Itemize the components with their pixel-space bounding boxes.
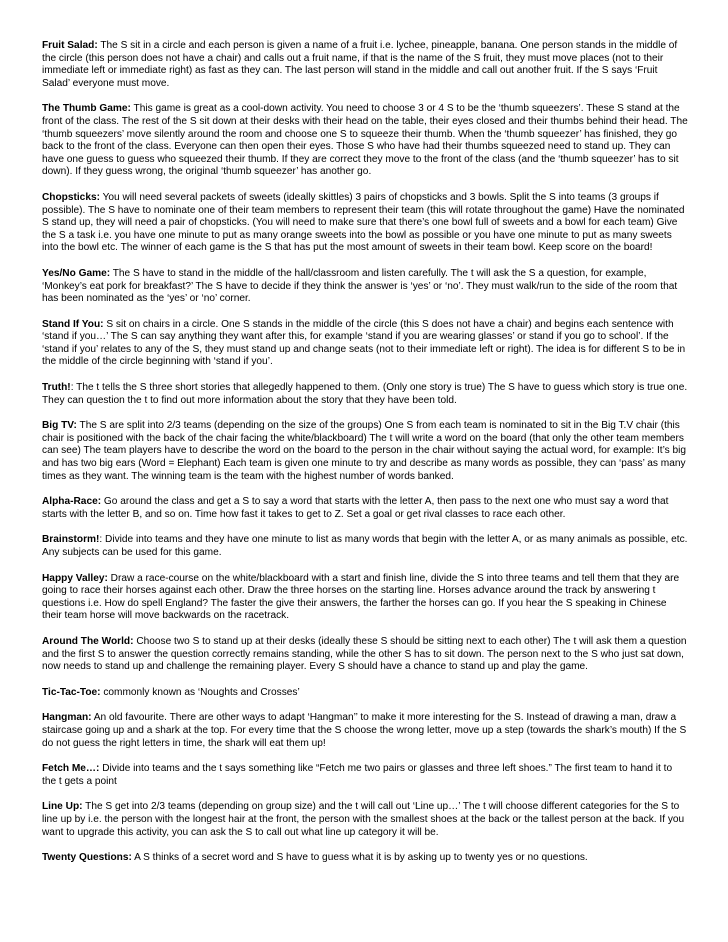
game-description: An old favourite. There are other ways to adapt ‘Hangman’’ to make it more interesting for the S. Instead of drawing a man, draw a staircase going up and a shark at the top. For every time that the S choose the wrong letter, move up a step (towards the shark’s mouth) If the S do not guess the right letters in time, the shark will eat them up! xyxy=(42,712,687,749)
game-title: Fetch Me…: xyxy=(42,763,100,775)
game-description: Choose two S to stand up at their desks (ideally these S should be sitting next to each other) The t will ask them a question and the first S to answer the question correctly remains standing, while the other S has to sit down. The person next to the S who just sat down, now needs to stand up and challenge the remaining player. Every S should have a chance to stand up and play the game. xyxy=(42,635,687,673)
game-title: The Thumb Game: xyxy=(42,103,131,115)
paragraph-hangman xyxy=(42,712,688,750)
paragraph-fruit-salad xyxy=(42,40,688,90)
paragraph-twenty-questions xyxy=(42,852,688,865)
game-description: This game is great as a cool-down activity. You need to choose 3 or 4 S to be the ‘thumb squeezers’. These S stand at the front of the class. The rest of the S sit down at their desks with their head on the table, their eyes closed and their thumbs behind their head. The ‘thumb squeezers’ move silently around the room and choose one S to squeeze their thumb. When the ‘thumb squeezer’ has finished, they go back to the front of the class. Everyone can then open their eyes. Those S who have had their thumbs squeezed need to stand up. They can have one guess to guess who squeezed their thumb. If they are correct they move to the front of the class (and the ‘thumb squeezer’ has to sit down). If they guess wrong, the original ‘thumb squeezer’ has another go. xyxy=(42,103,688,178)
game-title: Brainstorm! xyxy=(42,534,100,546)
paragraph-big-tv xyxy=(42,420,688,483)
paragraph-thumb-game xyxy=(42,103,688,179)
game-title: Alpha-Race: xyxy=(42,496,102,508)
game-description: The S sit in a circle and each person is given a name of a fruit i.e. lychee, pineapple, banana. One person stands in the middle of the circle (this person does not have a chair) and calls out a fruit name, if that is the name of the S fruit, they must move places (not to their immediate left or immediate right) as fast as they can. The last person will stand in the middle and call out another fruit. If the S says ‘Fruit Salad’ everyone must move. xyxy=(42,40,678,89)
paragraph-stand-if-you xyxy=(42,319,688,369)
paragraph-alpha-race xyxy=(42,496,688,521)
game-title: Hangman: xyxy=(42,712,92,724)
paragraph-happy-valley xyxy=(42,573,688,623)
game-title: Fruit Salad: xyxy=(42,40,98,51)
game-description: S sit on chairs in a circle. One S stands in the middle of the circle (this S does not have a chair) and begins each sentence with ‘stand if you…’ The S can say anything they want after this, for example ‘stand if you are wearing glasses’ or stand if you go to school’. If the ‘stand if you’ relates to any of the S, they must stand up and change seats (not to their immediate left or right). The idea is for different S to be in the middle of the circle beginning with ‘stand if you’. xyxy=(42,318,686,368)
game-title: Truth! xyxy=(42,382,71,394)
paragraph-fetch-me xyxy=(42,763,688,788)
game-title: Stand If You: xyxy=(42,318,104,330)
paragraph-around-the-world xyxy=(42,636,688,674)
game-description: You will need several packets of sweets (ideally skittles) 3 pairs of chopsticks and 3 bowls. Split the S into teams (3 groups if possible). The S have to nominate one of their team members to represent their team (this will rotate throughout the game) Have the nominated S stand up, they will need a pair of chopsticks. (You will need to make sure that there’s one bowl full of sweets and a bowl for each team) Give the S a task i.e. you have one minute to put as many orange sweets into the bowl as possible or you have one minute to put as many sweets into the bowl etc. The winner of each game is the S that has put the most amount of sweets in their team bowl. Keep score on the board! xyxy=(42,191,685,254)
game-description: : Divide into teams and they have one minute to list as many words that begin with the letter A, or as many animals as possible, etc. Any subjects can be used for this game. xyxy=(42,534,688,558)
game-description: A S thinks of a secret word and S have to guess what it is by asking up to twenty yes or no questions. xyxy=(131,852,588,864)
game-description: The S have to stand in the middle of the hall/classroom and listen carefully. The t will ask the S a question, for example, ‘Monkey’s eat pork for breakfast?’ The S have to decide if they think the answer is ‘yes’ or ‘no’. They must walk/run to the side of the room that has been nominated as the ‘yes’ or ‘no’ corner. xyxy=(42,267,678,305)
game-description: : The t tells the S three short stories that allegedly happened to them. (Only one story is true) The S have to guess which story is true one. They can question the t to find out more information about the story that they have been told. xyxy=(42,382,688,406)
game-title: Tic-Tac-Toe: xyxy=(42,686,101,698)
game-title: Yes/No Game: xyxy=(42,267,111,279)
game-title: Big TV: xyxy=(42,420,77,432)
paragraph-brainstorm xyxy=(42,534,688,559)
game-description: Divide into teams and the t says something like “Fetch me two pairs or glasses and three left shoes.” The first team to hand it to the t gets a point xyxy=(42,763,673,787)
game-title: Around The World: xyxy=(42,635,134,647)
game-title: Twenty Questions: xyxy=(42,852,132,864)
paragraph-truth xyxy=(42,382,688,407)
game-description: Go around the class and get a S to say a word that starts with the letter A, then pass to the next one who must say a word that starts with the letter B, and so on. Time how fast it takes to get to Z. Set a goal or get rival classes to race each other. xyxy=(42,496,669,520)
game-description: The S are split into 2/3 teams (depending on the size of the groups) One S from each team is nominated to sit in the Big T.V chair (this chair is positioned with the back of the chair facing the white/blackboard) The t will write a word on the board (that only the other team members can see) The team players have to describe the word on the board to the person in the chair without saying the actual word, for example: It’s big and has two big ears (Word = Elephant) Each team is given one minute to try and describe as many words as possible, they can ‘pass’ as many times as they want. The winning team is the team with the highest number of words banked. xyxy=(42,420,687,482)
game-title: Line Up: xyxy=(42,801,83,813)
game-description: The S get into 2/3 teams (depending on group size) and the t will call out ‘Line up…’ The t will choose different categories for the S to line up by i.e. the person with the longest hair at the front, the person with the smallest shoes at the back or the tallest person at the back. If you want to upgrade this activity, you can ask the S to call out what line up category it will be. xyxy=(42,801,685,838)
game-description: commonly known as ‘Noughts and Crosses’ xyxy=(100,686,300,698)
game-description: Draw a race-course on the white/blackboard with a start and finish line, divide the S into three teams and tell them that they are going to race their horses against each other. Draw the three horses on the starting line. Horses advance around the track by answering t questions i.e. How do spell England? The faster the give their answers, the farther the horses can go. If you hear the S speaking in Chinese their team horse will move backwards on the racetrack. xyxy=(42,572,680,622)
paragraph-line-up xyxy=(42,801,688,839)
paragraph-chopsticks xyxy=(42,192,688,255)
game-title: Happy Valley: xyxy=(42,572,108,584)
game-title: Chopsticks: xyxy=(42,191,100,203)
paragraph-yes-no-game xyxy=(42,268,688,306)
paragraph-tic-tac-toe xyxy=(42,687,688,700)
